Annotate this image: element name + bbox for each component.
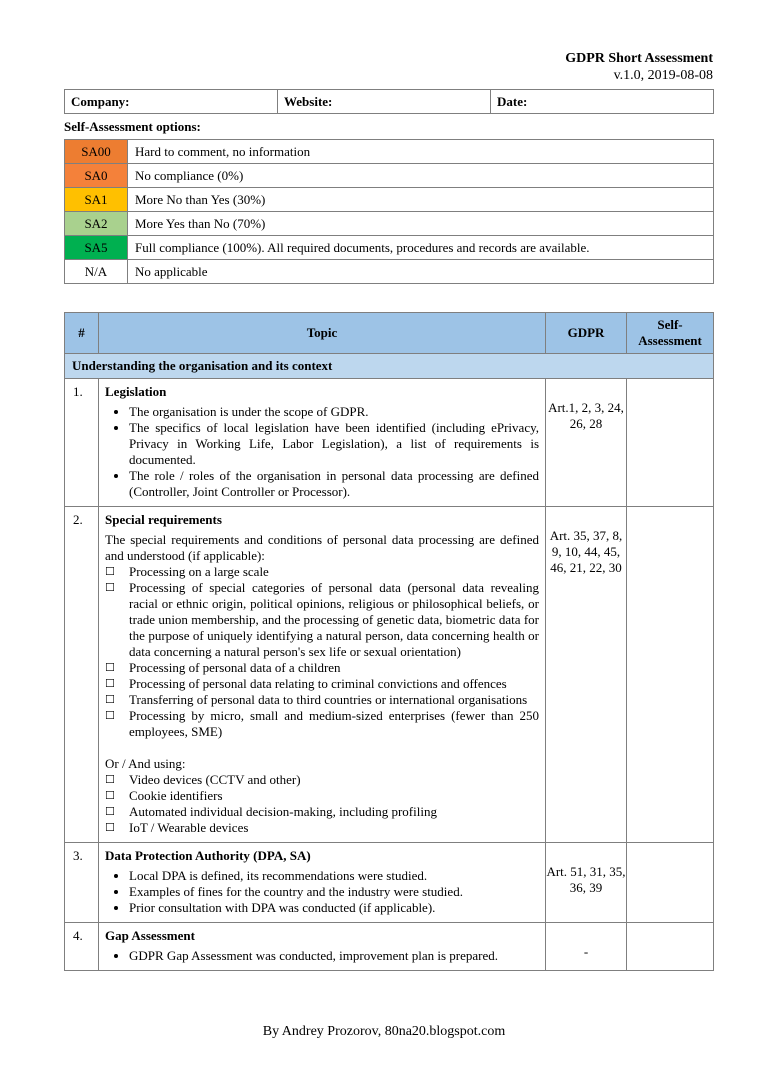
sa-option-desc: More No than Yes (30%)	[128, 188, 714, 212]
self-assessment-cell[interactable]	[627, 843, 714, 923]
sa-option-row	[65, 236, 714, 260]
row-topic	[99, 923, 546, 971]
checkbox-item[interactable]	[105, 676, 539, 692]
row-intro: The special requirements and conditions of personal data processing are defined and understood (if applicable):	[105, 532, 539, 563]
gdpr-articles: Art. 35, 37, 8, 9, 10, 44, 45, 46, 21, 22, 30	[546, 507, 627, 843]
document-title: GDPR Short Assessment	[565, 51, 713, 66]
bullet-item: • Local DPA is defined, its recommendations were studied.	[129, 868, 539, 884]
sa-option-code: SA00	[65, 140, 128, 164]
sa-option-desc: No applicable	[128, 260, 714, 284]
checkbox-item[interactable]	[105, 660, 539, 676]
row-number: 3.	[65, 843, 99, 923]
checkbox-icon[interactable]: ☐	[105, 821, 115, 834]
sa-option-code: SA0	[65, 164, 128, 188]
sa-option-desc: Full compliance (100%). All required documents, procedures and records are available.	[128, 236, 714, 260]
row-topic	[99, 507, 546, 843]
gdpr-articles: Art. 51, 31, 35, 36, 39	[546, 843, 627, 923]
sa-option-code: SA5	[65, 236, 128, 260]
bullet-list	[105, 948, 539, 964]
section-row	[65, 354, 714, 379]
checkbox-label: IoT / Wearable devices	[129, 820, 249, 835]
date-field: Date:	[491, 90, 714, 114]
checkbox-item[interactable]	[105, 804, 539, 820]
document-header	[565, 50, 713, 84]
header-self-assessment: Self-Assessment	[627, 313, 714, 354]
sa-option-row	[65, 260, 714, 284]
row-number: 1.	[65, 379, 99, 507]
gdpr-articles: Art.1, 2, 3, 24, 26, 28	[546, 379, 627, 507]
sa-option-row	[65, 212, 714, 236]
bullet-list	[105, 404, 539, 500]
company-field: Company:	[65, 90, 278, 114]
checkbox-item[interactable]	[105, 580, 539, 660]
document-version: v.1.0, 2019-08-08	[613, 68, 713, 83]
checkbox-label: Processing of personal data relating to criminal convictions and offences	[129, 676, 507, 691]
sa-option-code: SA2	[65, 212, 128, 236]
sa-option-row	[65, 140, 714, 164]
bullet-item: • The role / roles of the organisation in personal data processing are defined (Controller, Joint Controller or Processor).	[129, 468, 539, 500]
sa-option-code: SA1	[65, 188, 128, 212]
bullet-item: • The specifics of local legislation have been identified (including ePrivacy, Privacy in Working Life, Labor Legislation), a list of requirements is documented.	[129, 420, 539, 468]
checkbox-icon[interactable]: ☐	[105, 581, 115, 594]
row-number: 4.	[65, 923, 99, 971]
info-table	[64, 89, 714, 114]
table-row	[65, 843, 714, 923]
checkbox-icon[interactable]: ☐	[105, 693, 115, 706]
sa-option-desc: Hard to comment, no information	[128, 140, 714, 164]
website-field: Website:	[278, 90, 491, 114]
bullet-item: • GDPR Gap Assessment was conducted, improvement plan is prepared.	[129, 948, 539, 964]
self-assessment-cell[interactable]	[627, 507, 714, 843]
sa-option-desc: More Yes than No (70%)	[128, 212, 714, 236]
checkbox-icon[interactable]: ☐	[105, 661, 115, 674]
table-header-row	[65, 313, 714, 354]
bullet-item: • Prior consultation with DPA was conducted (if applicable).	[129, 900, 539, 916]
self-assessment-cell[interactable]	[627, 923, 714, 971]
checkbox-label: Processing by micro, small and medium-sized enterprises (fewer than 250 employees, SME)	[129, 708, 539, 739]
section-title: Understanding the organisation and its context	[65, 354, 714, 379]
checkbox-label: Automated individual decision-making, including profiling	[129, 804, 437, 819]
header-topic: Topic	[99, 313, 546, 354]
sa-option-row	[65, 164, 714, 188]
sa-option-desc: No compliance (0%)	[128, 164, 714, 188]
sa-options-title: Self-Assessment options:	[64, 119, 201, 134]
checkbox-label: Transferring of personal data to third countries or international organisations	[129, 692, 528, 707]
checkbox-icon[interactable]: ☐	[105, 709, 115, 722]
checkbox-item[interactable]	[105, 692, 539, 708]
sa-option-code: N/A	[65, 260, 128, 284]
checkbox-item[interactable]	[105, 564, 539, 580]
assessment-table	[64, 312, 714, 971]
checkbox-item[interactable]	[105, 820, 539, 836]
checkbox-label: Video devices (CCTV and other)	[129, 772, 301, 787]
page-footer: By Andrey Prozorov, 80na20.blogspot.com	[262, 1024, 506, 1039]
checkbox-label: Processing on a large scale	[129, 564, 269, 579]
bullet-item: • The organisation is under the scope of GDPR.	[129, 404, 539, 420]
checkbox-label: Processing of special categories of personal data (personal data revealing racial or ethnic origin, political opinions, religious or philosophical beliefs, or trade union membership, and the processing of genetic data, biometric data for the purpose of uniquely identifying a natural person, data concerning health or data concerning a natural person's sex life or sexual orientation)	[129, 580, 539, 659]
row-title: Special requirements	[105, 512, 222, 527]
row-title: Gap Assessment	[105, 928, 195, 943]
row-intro-2: Or / And using:	[105, 756, 186, 771]
sa-options-table	[64, 139, 714, 284]
bullet-list	[105, 868, 539, 916]
table-row	[65, 507, 714, 843]
row-number: 2.	[65, 507, 99, 843]
checkbox-item[interactable]	[105, 772, 539, 788]
checkbox-label: Processing of personal data of a children	[129, 660, 341, 675]
self-assessment-cell[interactable]	[627, 379, 714, 507]
header-gdpr: GDPR	[546, 313, 627, 354]
checkbox-item[interactable]	[105, 788, 539, 804]
row-title: Legislation	[105, 384, 167, 399]
row-topic	[99, 379, 546, 507]
header-num: #	[65, 313, 99, 354]
checkbox-icon[interactable]: ☐	[105, 677, 115, 690]
checkbox-label: Cookie identifiers	[129, 788, 223, 803]
checkbox-icon[interactable]: ☐	[105, 565, 115, 578]
gdpr-articles: -	[546, 923, 627, 971]
bullet-item: • Examples of fines for the country and the industry were studied.	[129, 884, 539, 900]
row-title: Data Protection Authority (DPA, SA)	[105, 848, 311, 863]
sa-option-row	[65, 188, 714, 212]
row-topic	[99, 843, 546, 923]
checkbox-icon[interactable]: ☐	[105, 789, 115, 802]
checkbox-icon[interactable]: ☐	[105, 773, 115, 786]
checkbox-item[interactable]	[105, 708, 539, 740]
checkbox-icon[interactable]: ☐	[105, 805, 115, 818]
table-row	[65, 923, 714, 971]
table-row	[65, 379, 714, 507]
